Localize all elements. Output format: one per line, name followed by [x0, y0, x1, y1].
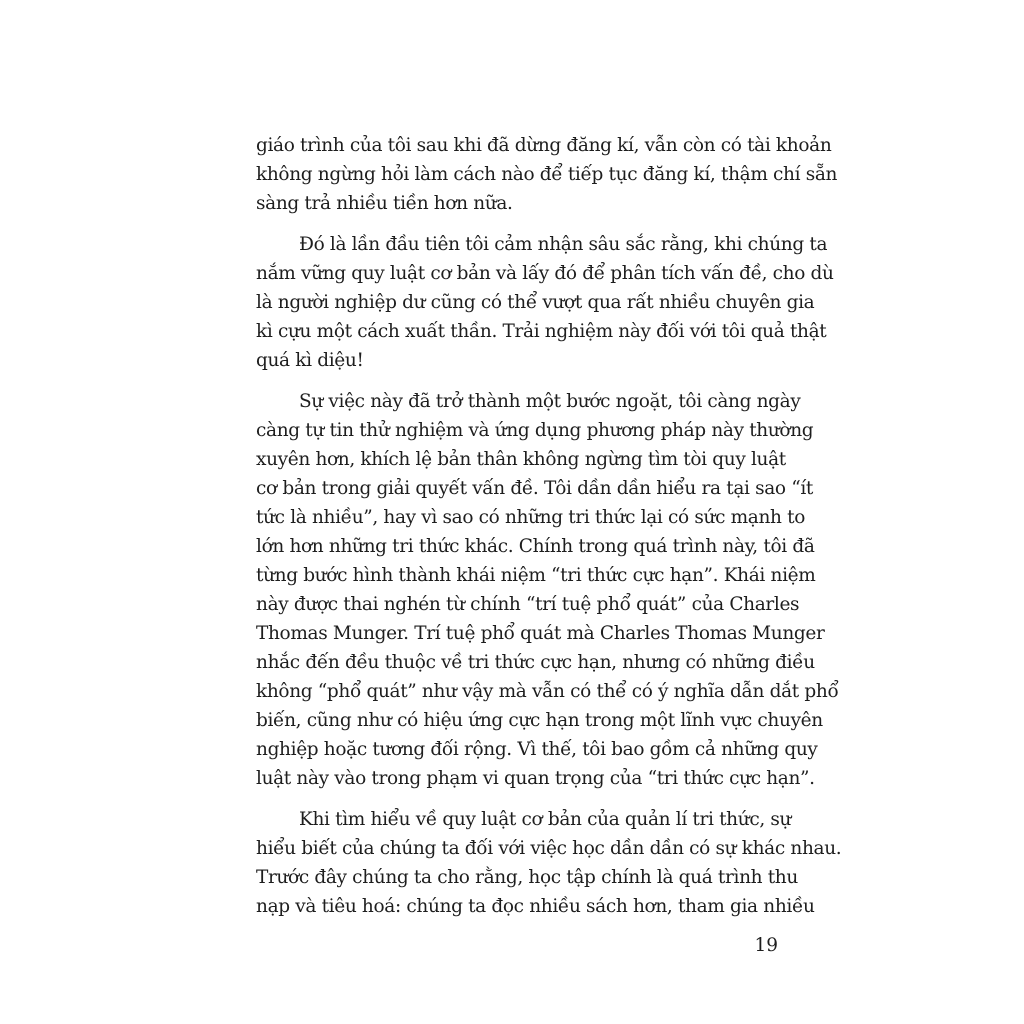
page-number: 19: [754, 935, 778, 956]
text-line: nhắc đến đều thuộc về tri thức cực hạn, nhưng có những điều: [256, 652, 815, 673]
text-line: luật này vào trong phạm vi quan trọng của “tri thức cực hạn”.: [256, 768, 815, 789]
text-line: không “phổ quát” như vậy mà vẫn có thể có ý nghĩa dẫn dắt phổ: [256, 681, 839, 702]
text-line: nghiệp hoặc tương đối rộng. Vì thế, tôi bao gồm cả những quy: [256, 739, 818, 760]
body-text: [256, 131, 842, 933]
text-line: nắm vững quy luật cơ bản và lấy đó để phân tích vấn đề, cho dù: [256, 263, 834, 284]
paragraph: [256, 805, 842, 921]
text-line: hiểu biết của chúng ta đối với việc học dần dần có sự khác nhau.: [256, 838, 842, 859]
text-line: Thomas Munger. Trí tuệ phổ quát mà Charles Thomas Munger: [256, 623, 825, 644]
paragraph: [256, 131, 838, 218]
text-line: này được thai nghén từ chính “trí tuệ phổ quát” của Charles: [256, 594, 800, 615]
text-line: Khi tìm hiểu về quy luật cơ bản của quản lí tri thức, sự: [299, 809, 792, 830]
text-line: sàng trả nhiều tiền hơn nữa.: [256, 193, 513, 214]
text-line: từng bước hình thành khái niệm “tri thức cực hạn”. Khái niệm: [256, 565, 816, 586]
text-line: biến, cũng như có hiệu ứng cực hạn trong một lĩnh vực chuyên: [256, 710, 823, 731]
text-line: Sự việc này đã trở thành một bước ngoặt, tôi càng ngày: [299, 391, 801, 412]
text-line: tức là nhiều”, hay vì sao có những tri thức lại có sức mạnh to: [256, 507, 806, 528]
paragraph: [256, 387, 839, 793]
text-line: càng tự tin thử nghiệm và ứng dụng phương pháp này thường: [256, 420, 814, 441]
text-line: xuyên hơn, khích lệ bản thân không ngừng tìm tòi quy luật: [256, 449, 786, 470]
text-line: cơ bản trong giải quyết vấn đề. Tôi dần dần hiểu ra tại sao “ít: [256, 478, 813, 499]
text-line: kì cựu một cách xuất thần. Trải nghiệm này đối với tôi quả thật: [256, 321, 827, 342]
text-line: Trước đây chúng ta cho rằng, học tập chính là quá trình thu: [256, 867, 798, 888]
text-line: Đó là lần đầu tiên tôi cảm nhận sâu sắc rằng, khi chúng ta: [299, 234, 828, 255]
text-line: lớn hơn những tri thức khác. Chính trong quá trình này, tôi đã: [256, 536, 815, 557]
text-line: là người nghiệp dư cũng có thể vượt qua rất nhiều chuyên gia: [256, 292, 815, 313]
text-line: không ngừng hỏi làm cách nào để tiếp tục đăng kí, thậm chí sẵn: [256, 164, 838, 185]
text-line: giáo trình của tôi sau khi đã dừng đăng kí, vẫn còn có tài khoản: [256, 135, 832, 156]
text-line: quá kì diệu!: [256, 350, 364, 371]
paragraph: [256, 230, 834, 375]
text-line: nạp và tiêu hoá: chúng ta đọc nhiều sách hơn, tham gia nhiều: [256, 896, 815, 917]
